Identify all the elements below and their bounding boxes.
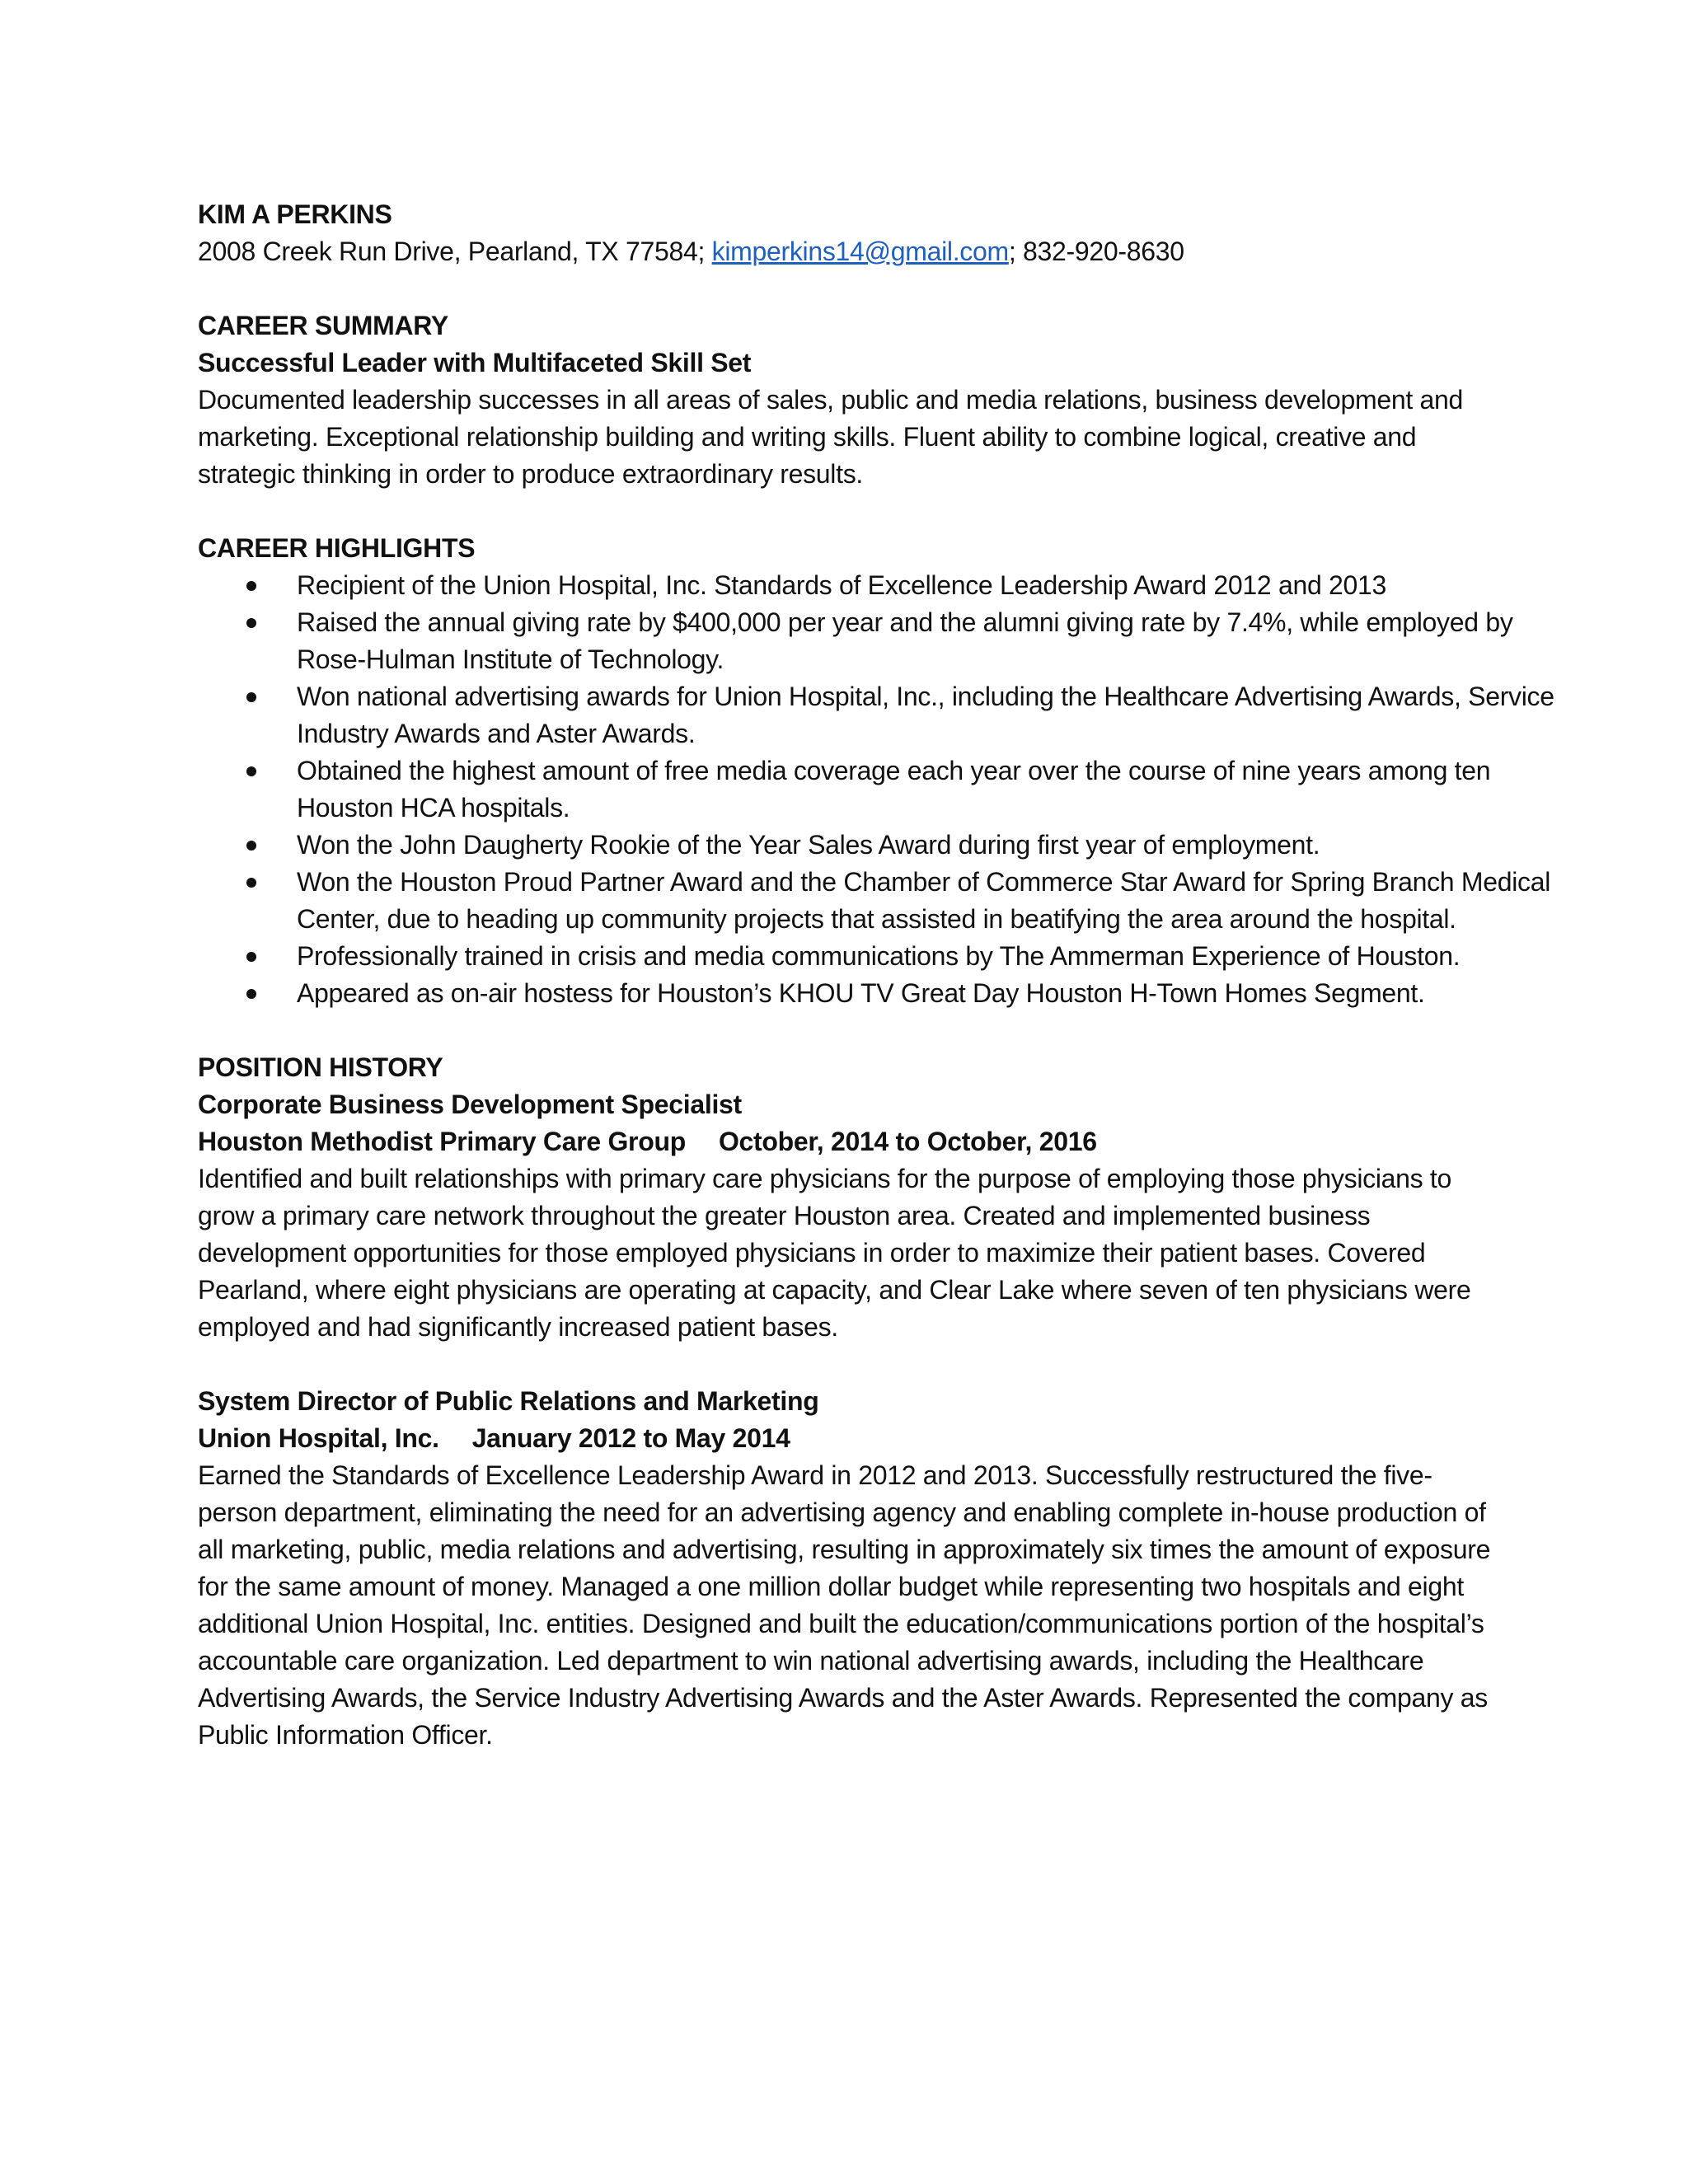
- position-employer: Houston Methodist Primary Care Group: [198, 1127, 686, 1156]
- career-highlights-heading: CAREER HIGHLIGHTS: [198, 533, 476, 563]
- position-title: Corporate Business Development Specialist: [198, 1090, 742, 1119]
- list-item: [198, 678, 1582, 752]
- career-summary-text: Documented leadership successes in all areas of sales, public and media relations, business development and marketing. Exceptional relationship building and writing skills. Fluent ability to combine logical, creative and strategic thinking in order to produce extraordinary results.: [198, 385, 1464, 489]
- bullet-icon: [246, 692, 256, 702]
- highlight-text: Won the John Daugherty Rookie of the Year Sales Award during first year of employment.: [297, 830, 1320, 860]
- position-employer-line: [198, 1420, 1517, 1457]
- highlight-text: Appeared as on-air hostess for Houston’s KHOU TV Great Day Houston H-Town Homes Segment.: [297, 978, 1425, 1008]
- bullet-icon: [246, 581, 256, 591]
- bullet-icon: [246, 841, 256, 851]
- list-item: [198, 604, 1582, 678]
- bullet-icon: [246, 952, 256, 962]
- address: 2008 Creek Run Drive, Pearland, TX 77584;: [198, 237, 712, 266]
- list-item: [198, 567, 1582, 604]
- position-dates: October, 2014 to October, 2016: [718, 1127, 1097, 1156]
- bullet-icon: [246, 878, 256, 888]
- position-entry: [198, 1086, 1517, 1346]
- highlight-text: Won the Houston Proud Partner Award and the Chamber of Commerce Star Award for Spring Branch Medical Center, due to heading up community projects that assisted in beatifying the area around the hospital.: [297, 867, 1551, 934]
- contact-line: [198, 233, 1517, 270]
- position-employer-line: [198, 1123, 1517, 1160]
- spacer: [198, 1346, 1517, 1383]
- applicant-name: KIM A PERKINS: [198, 199, 392, 229]
- position-description: Identified and built relationships with primary care physicians for the purpose of employing those physicians to grow a primary care network throughout the greater Houston area. Created and implemented business development opportunities for those employed physicians in order to maximize their patient bases. Covered Pearland, where eight physicians are operating at capacity, and Clear Lake where seven of ten physicians were employed and had significantly increased patient bases.: [198, 1164, 1471, 1342]
- resume-content: [198, 196, 1554, 1754]
- career-summary-heading: CAREER SUMMARY: [198, 311, 448, 340]
- list-item: [198, 975, 1582, 1012]
- highlight-text: Raised the annual giving rate by $400,000 per year and the alumni giving rate by 7.4%, while employed by Rose-Hulman Institute of Technology.: [297, 607, 1513, 674]
- bullet-icon: [246, 989, 256, 999]
- list-item: [198, 827, 1582, 864]
- highlights-list: [198, 567, 1554, 1012]
- position-dates: January 2012 to May 2014: [471, 1423, 790, 1453]
- position-description: Earned the Standards of Excellence Leadership Award in 2012 and 2013. Successfully restructured the five-person department, eliminating the need for an advertising agency and enabling complete in-house production of all marketing, public, media relations and advertising, resulting in approximately six times the amount of exposure for the same amount of money. Managed a one million dollar budget while representing two hospitals and eight additional Union Hospital, Inc. entities. Designed and built the education/communications portion of the hospital’s accountable care organization. Led department to win national advertising awards, including the Healthcare Advertising Awards, the Service Industry Advertising Awards and the Aster Awards. Represented the company as Public Information Officer.: [198, 1460, 1491, 1750]
- position-history-heading: POSITION HISTORY: [198, 1052, 443, 1082]
- highlight-text: Won national advertising awards for Union Hospital, Inc., including the Healthcare Advertising Awards, Service Industry Awards and Aster Awards.: [297, 682, 1554, 748]
- position-employer: Union Hospital, Inc.: [198, 1423, 439, 1453]
- career-summary-subheading: Successful Leader with Multifaceted Skill Set: [198, 348, 752, 377]
- spacer: [198, 270, 1517, 307]
- phone: ; 832-920-8630: [1008, 237, 1184, 266]
- list-item: [198, 938, 1582, 975]
- position-entry: [198, 1383, 1517, 1754]
- bullet-icon: [246, 766, 256, 776]
- email-link[interactable]: kimperkins14@gmail.com: [711, 237, 1009, 266]
- spacer: [198, 1012, 1517, 1049]
- list-item: [198, 752, 1582, 827]
- highlight-text: Obtained the highest amount of free media coverage each year over the course of nine years among ten Houston HCA hospitals.: [297, 756, 1491, 823]
- highlight-text: Professionally trained in crisis and media communications by The Ammerman Experience of Houston.: [297, 941, 1461, 971]
- spacer: [198, 493, 1517, 530]
- bullet-icon: [246, 618, 256, 628]
- highlight-text: Recipient of the Union Hospital, Inc. Standards of Excellence Leadership Award 2012 and 2013: [297, 570, 1387, 600]
- position-title: System Director of Public Relations and Marketing: [198, 1386, 819, 1416]
- list-item: [198, 864, 1582, 938]
